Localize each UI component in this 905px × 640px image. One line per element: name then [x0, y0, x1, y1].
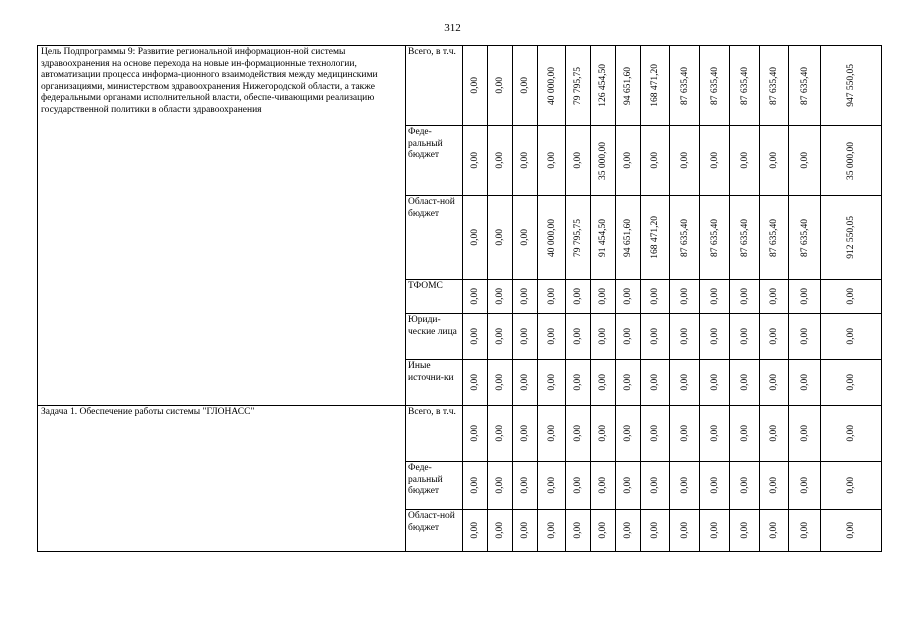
- value-text: 0,00: [495, 374, 505, 391]
- value-text: 0,00: [495, 328, 505, 345]
- value-text: 0,00: [470, 229, 480, 246]
- value-cell: [513, 462, 538, 510]
- section-title: Задача 1. Обеспечение работы системы "ГЛОНАСС": [38, 406, 406, 552]
- value-cell: [821, 406, 882, 462]
- value-text: 0,00: [573, 328, 583, 345]
- value-text: 0,00: [799, 152, 810, 169]
- funding-source-label: Феде-ральный бюджет: [406, 462, 463, 510]
- value-cell: [616, 360, 641, 406]
- value-text: 0,00: [709, 477, 720, 494]
- value-cell: [760, 510, 789, 552]
- value-text: 0,00: [799, 425, 810, 442]
- value-cell: [566, 462, 591, 510]
- value-cell: [463, 462, 488, 510]
- value-text: 0,00: [520, 328, 530, 345]
- value-cell: [566, 46, 591, 126]
- value-cell: [591, 46, 616, 126]
- value-text: 35 000,00: [598, 141, 608, 180]
- value-text: 0,00: [846, 477, 856, 494]
- page-number: 312: [444, 22, 461, 34]
- value-text: 91 454,50: [598, 218, 608, 257]
- value-text: 0,00: [709, 522, 720, 539]
- value-text: 912 550,05: [846, 216, 856, 259]
- value-text: 0,00: [739, 152, 750, 169]
- value-cell: [538, 314, 566, 360]
- value-text: 0,00: [739, 374, 750, 391]
- value-text: 0,00: [470, 425, 480, 442]
- value-text: 0,00: [650, 374, 660, 391]
- value-cell: [488, 280, 513, 314]
- value-cell: [566, 314, 591, 360]
- value-text: 0,00: [769, 374, 779, 391]
- value-text: 0,00: [495, 477, 505, 494]
- funding-source-label: Юриди-ческие лица: [406, 314, 463, 360]
- value-cell: [616, 126, 641, 196]
- value-cell: [760, 406, 789, 462]
- value-text: 87 635,40: [739, 218, 750, 257]
- funding-source-label: Иные источни-ки: [406, 360, 463, 406]
- value-cell: [760, 462, 789, 510]
- value-cell: [789, 196, 821, 280]
- value-text: 0,00: [709, 288, 720, 305]
- value-cell: [641, 280, 670, 314]
- value-text: 0,00: [739, 425, 750, 442]
- value-text: 0,00: [598, 522, 608, 539]
- value-cell: [670, 406, 700, 462]
- value-cell: [566, 280, 591, 314]
- value-text: 0,00: [709, 152, 720, 169]
- value-text: 0,00: [495, 425, 505, 442]
- value-text: 0,00: [546, 288, 557, 305]
- value-text: 0,00: [846, 374, 856, 391]
- value-text: 0,00: [623, 477, 633, 494]
- value-text: 0,00: [495, 229, 505, 246]
- value-text: 0,00: [520, 477, 530, 494]
- value-cell: [641, 196, 670, 280]
- value-text: 0,00: [520, 152, 530, 169]
- value-text: 0,00: [650, 288, 660, 305]
- value-cell: [513, 126, 538, 196]
- value-text: 0,00: [846, 522, 856, 539]
- value-text: 0,00: [650, 152, 660, 169]
- value-text: 0,00: [520, 229, 530, 246]
- value-cell: [730, 510, 760, 552]
- value-text: 0,00: [799, 328, 810, 345]
- value-text: 0,00: [769, 288, 779, 305]
- value-cell: [591, 280, 616, 314]
- value-text: 0,00: [769, 522, 779, 539]
- value-text: 0,00: [520, 77, 530, 94]
- value-text: 0,00: [495, 522, 505, 539]
- value-cell: [700, 46, 730, 126]
- value-cell: [789, 280, 821, 314]
- value-text: 0,00: [679, 522, 690, 539]
- value-text: 87 635,40: [709, 66, 720, 105]
- value-cell: [463, 280, 488, 314]
- value-cell: [591, 314, 616, 360]
- value-text: 168 471,20: [650, 64, 660, 107]
- value-text: 0,00: [799, 374, 810, 391]
- value-cell: [538, 510, 566, 552]
- value-cell: [616, 510, 641, 552]
- value-cell: [463, 46, 488, 126]
- value-cell: [513, 280, 538, 314]
- value-text: 947 550,05: [846, 64, 856, 107]
- section-title: Цель Подпрограммы 9: Развитие региональной информацион-ной системы здравоохранения на основе перехода на новые ин-формационные технологии, автоматизации процесса информа-ционного взаимодействия между медицинскими организациями, министерством здравоохранения Нижегородской области, а также федеральными органами исполнительной власти, обеспе-чивающими реализацию государственной политики в области здравоохранения: [38, 46, 406, 406]
- value-text: 0,00: [598, 425, 608, 442]
- funding-table: [37, 45, 882, 552]
- value-text: 40 000,00: [546, 66, 557, 105]
- value-text: 0,00: [495, 77, 505, 94]
- value-text: 87 635,40: [769, 66, 779, 105]
- value-cell: [789, 462, 821, 510]
- value-cell: [670, 360, 700, 406]
- value-cell: [616, 314, 641, 360]
- value-text: 0,00: [520, 522, 530, 539]
- value-cell: [488, 314, 513, 360]
- value-cell: [821, 462, 882, 510]
- value-text: 0,00: [739, 328, 750, 345]
- value-text: 0,00: [520, 425, 530, 442]
- value-text: 0,00: [546, 425, 557, 442]
- value-text: 87 635,40: [799, 218, 810, 257]
- value-cell: [488, 360, 513, 406]
- value-cell: [566, 360, 591, 406]
- value-text: 168 471,20: [650, 216, 660, 259]
- value-cell: [730, 280, 760, 314]
- value-cell: [821, 314, 882, 360]
- value-cell: [789, 314, 821, 360]
- value-text: 0,00: [470, 477, 480, 494]
- value-cell: [641, 314, 670, 360]
- value-text: 0,00: [709, 328, 720, 345]
- value-text: 0,00: [623, 328, 633, 345]
- funding-source-label: Област-ной бюджет: [406, 196, 463, 280]
- value-text: 0,00: [470, 522, 480, 539]
- value-cell: [513, 46, 538, 126]
- value-text: 0,00: [623, 522, 633, 539]
- value-text: 87 635,40: [679, 66, 690, 105]
- value-cell: [591, 510, 616, 552]
- value-text: 0,00: [598, 328, 608, 345]
- value-text: 0,00: [709, 425, 720, 442]
- value-text: 87 635,40: [679, 218, 690, 257]
- value-cell: [463, 360, 488, 406]
- value-cell: [538, 196, 566, 280]
- funding-source-label: Феде-ральный бюджет: [406, 126, 463, 196]
- value-cell: [821, 360, 882, 406]
- value-cell: [488, 126, 513, 196]
- value-cell: [730, 462, 760, 510]
- value-text: 0,00: [546, 152, 557, 169]
- value-cell: [760, 360, 789, 406]
- value-cell: [700, 196, 730, 280]
- value-cell: [789, 510, 821, 552]
- value-cell: [700, 360, 730, 406]
- value-cell: [730, 360, 760, 406]
- value-text: 0,00: [846, 425, 856, 442]
- value-cell: [730, 196, 760, 280]
- value-cell: [591, 196, 616, 280]
- value-text: 0,00: [846, 328, 856, 345]
- value-text: 0,00: [769, 328, 779, 345]
- value-cell: [789, 406, 821, 462]
- value-text: 0,00: [739, 477, 750, 494]
- value-cell: [566, 406, 591, 462]
- value-cell: [821, 510, 882, 552]
- value-cell: [513, 406, 538, 462]
- funding-source-label: Всего, в т.ч.: [406, 46, 463, 126]
- value-cell: [821, 196, 882, 280]
- value-cell: [463, 314, 488, 360]
- value-cell: [700, 314, 730, 360]
- value-cell: [488, 462, 513, 510]
- value-text: 0,00: [679, 425, 690, 442]
- value-cell: [463, 196, 488, 280]
- value-text: 94 651,60: [623, 66, 633, 105]
- value-text: 35 000,00: [846, 141, 856, 180]
- value-text: 0,00: [799, 477, 810, 494]
- value-cell: [538, 126, 566, 196]
- value-text: 0,00: [598, 477, 608, 494]
- value-cell: [513, 196, 538, 280]
- value-cell: [488, 196, 513, 280]
- value-text: 0,00: [573, 374, 583, 391]
- value-cell: [700, 406, 730, 462]
- value-cell: [641, 126, 670, 196]
- value-cell: [463, 406, 488, 462]
- value-cell: [488, 510, 513, 552]
- value-text: 0,00: [769, 152, 779, 169]
- value-text: 0,00: [650, 425, 660, 442]
- table-row: [38, 406, 882, 462]
- value-text: 0,00: [495, 152, 505, 169]
- value-cell: [730, 46, 760, 126]
- value-cell: [513, 360, 538, 406]
- value-text: 0,00: [650, 522, 660, 539]
- value-cell: [488, 46, 513, 126]
- value-text: 0,00: [739, 288, 750, 305]
- value-text: 0,00: [520, 288, 530, 305]
- value-cell: [821, 126, 882, 196]
- value-text: 0,00: [573, 425, 583, 442]
- value-text: 87 635,40: [739, 66, 750, 105]
- value-cell: [821, 280, 882, 314]
- value-text: 94 651,60: [623, 218, 633, 257]
- value-cell: [463, 126, 488, 196]
- value-cell: [641, 406, 670, 462]
- value-cell: [760, 196, 789, 280]
- value-text: 87 635,40: [709, 218, 720, 257]
- value-cell: [591, 360, 616, 406]
- value-cell: [641, 360, 670, 406]
- value-cell: [670, 462, 700, 510]
- value-cell: [616, 406, 641, 462]
- value-text: 0,00: [470, 374, 480, 391]
- value-cell: [670, 126, 700, 196]
- value-text: 0,00: [769, 477, 779, 494]
- value-text: 0,00: [623, 288, 633, 305]
- value-cell: [700, 462, 730, 510]
- value-text: 0,00: [470, 328, 480, 345]
- value-text: 79 795,75: [573, 66, 583, 105]
- value-text: 0,00: [470, 288, 480, 305]
- value-cell: [488, 406, 513, 462]
- table-row: [38, 46, 882, 126]
- value-cell: [700, 280, 730, 314]
- value-text: 0,00: [679, 477, 690, 494]
- funding-source-label: ТФОМС: [406, 280, 463, 314]
- value-text: 0,00: [739, 522, 750, 539]
- value-text: 0,00: [623, 152, 633, 169]
- value-cell: [670, 196, 700, 280]
- value-cell: [670, 314, 700, 360]
- value-text: 0,00: [520, 374, 530, 391]
- value-text: 0,00: [573, 477, 583, 494]
- value-cell: [730, 406, 760, 462]
- value-text: 0,00: [650, 328, 660, 345]
- value-cell: [641, 46, 670, 126]
- value-cell: [641, 462, 670, 510]
- value-text: 0,00: [546, 374, 557, 391]
- value-cell: [700, 510, 730, 552]
- value-text: 87 635,40: [769, 218, 779, 257]
- value-cell: [513, 314, 538, 360]
- value-cell: [670, 510, 700, 552]
- value-cell: [760, 280, 789, 314]
- value-cell: [760, 126, 789, 196]
- value-cell: [760, 314, 789, 360]
- funding-source-label: Всего, в т.ч.: [406, 406, 463, 462]
- value-text: 0,00: [598, 288, 608, 305]
- value-cell: [566, 510, 591, 552]
- value-cell: [821, 46, 882, 126]
- value-text: 0,00: [573, 288, 583, 305]
- value-text: 0,00: [679, 288, 690, 305]
- value-cell: [670, 280, 700, 314]
- value-cell: [538, 46, 566, 126]
- value-cell: [566, 126, 591, 196]
- value-text: 0,00: [495, 288, 505, 305]
- value-text: 0,00: [546, 477, 557, 494]
- value-cell: [730, 126, 760, 196]
- value-cell: [591, 462, 616, 510]
- value-cell: [730, 314, 760, 360]
- value-cell: [463, 510, 488, 552]
- value-text: 0,00: [623, 425, 633, 442]
- value-text: 0,00: [650, 477, 660, 494]
- value-cell: [538, 280, 566, 314]
- value-cell: [616, 196, 641, 280]
- value-text: 0,00: [679, 328, 690, 345]
- value-text: 0,00: [623, 374, 633, 391]
- value-cell: [789, 360, 821, 406]
- value-cell: [538, 360, 566, 406]
- value-cell: [641, 510, 670, 552]
- value-text: 0,00: [799, 522, 810, 539]
- value-cell: [789, 46, 821, 126]
- value-cell: [538, 462, 566, 510]
- value-text: 0,00: [679, 374, 690, 391]
- value-text: 0,00: [546, 328, 557, 345]
- funding-source-label: Област-ной бюджет: [406, 510, 463, 552]
- value-cell: [700, 126, 730, 196]
- value-text: 0,00: [709, 374, 720, 391]
- value-text: 40 000,00: [546, 218, 557, 257]
- value-cell: [670, 46, 700, 126]
- value-text: 0,00: [470, 152, 480, 169]
- value-cell: [591, 406, 616, 462]
- value-cell: [538, 406, 566, 462]
- value-cell: [789, 126, 821, 196]
- value-text: 0,00: [846, 288, 856, 305]
- value-cell: [616, 462, 641, 510]
- value-text: 0,00: [598, 374, 608, 391]
- value-text: 0,00: [679, 152, 690, 169]
- value-cell: [513, 510, 538, 552]
- value-text: 0,00: [799, 288, 810, 305]
- value-text: 0,00: [573, 152, 583, 169]
- value-cell: [616, 46, 641, 126]
- value-text: 79 795,75: [573, 218, 583, 257]
- value-text: 0,00: [573, 522, 583, 539]
- value-cell: [760, 46, 789, 126]
- value-cell: [591, 126, 616, 196]
- value-cell: [566, 196, 591, 280]
- value-text: 126 454,50: [598, 64, 608, 107]
- value-text: 87 635,40: [799, 66, 810, 105]
- value-text: 0,00: [470, 77, 480, 94]
- value-text: 0,00: [546, 522, 557, 539]
- value-cell: [616, 280, 641, 314]
- value-text: 0,00: [769, 425, 779, 442]
